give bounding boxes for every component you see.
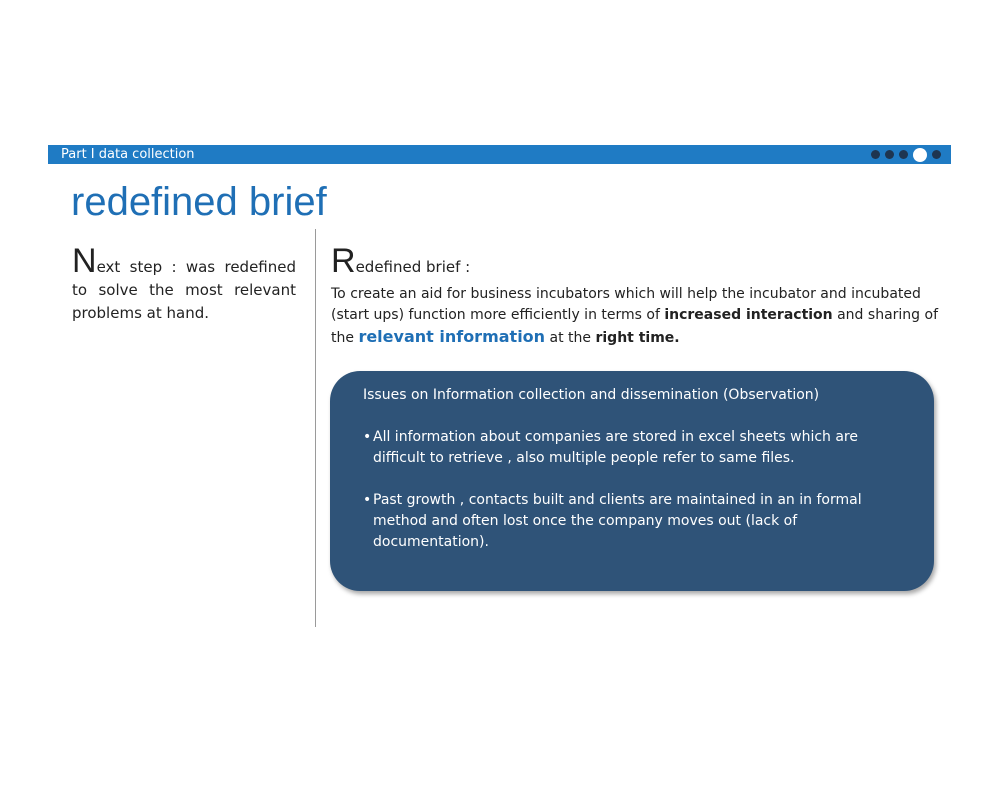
brief-heading (331, 244, 943, 284)
brief-emphasis: right time. (595, 330, 680, 346)
callout-item (363, 427, 903, 469)
progress-dot (871, 150, 880, 159)
brief-heading-text: edefined brief : (355, 258, 471, 276)
section-label: Part I data collection (61, 147, 195, 162)
callout-item (363, 490, 903, 553)
redefined-brief (331, 244, 943, 349)
page-title: redefined brief (71, 180, 327, 224)
brief-highlight: relevant information (358, 327, 546, 346)
callout-content (363, 385, 903, 574)
callout-item-text: All information about companies are stored in excel sheets which are difficult to retrieve , also multiple people refer to same files. (373, 429, 858, 466)
left-paragraph (72, 244, 296, 325)
brief-text: To create an aid for business incubators which will help the incubator and incubated (start ups) function more efficiently in terms of (331, 286, 921, 323)
brief-text: at the (545, 330, 596, 346)
progress-dots (871, 147, 941, 162)
header-bar (48, 145, 951, 164)
bullet: • (363, 492, 372, 508)
bullet: • (363, 429, 372, 445)
left-paragraph-text: ext step : was redefined to solve the most relevant problems at hand. (72, 258, 296, 322)
progress-dot (932, 150, 941, 159)
drop-cap: R (331, 242, 356, 280)
progress-dot-current (913, 148, 927, 162)
brief-text: and sharing of the (331, 307, 938, 346)
callout-item-text: Past growth , contacts built and clients are maintained in an in formal method and often lost once the company moves out (lack of documentation). (373, 492, 862, 550)
drop-cap: N (72, 242, 97, 280)
brief-emphasis: increased interaction (664, 307, 833, 323)
progress-dot (885, 150, 894, 159)
progress-dot (899, 150, 908, 159)
brief-body (331, 284, 943, 349)
callout-heading: Issues on Information collection and dissemination (Observation) (363, 387, 820, 403)
column-divider (315, 229, 316, 627)
